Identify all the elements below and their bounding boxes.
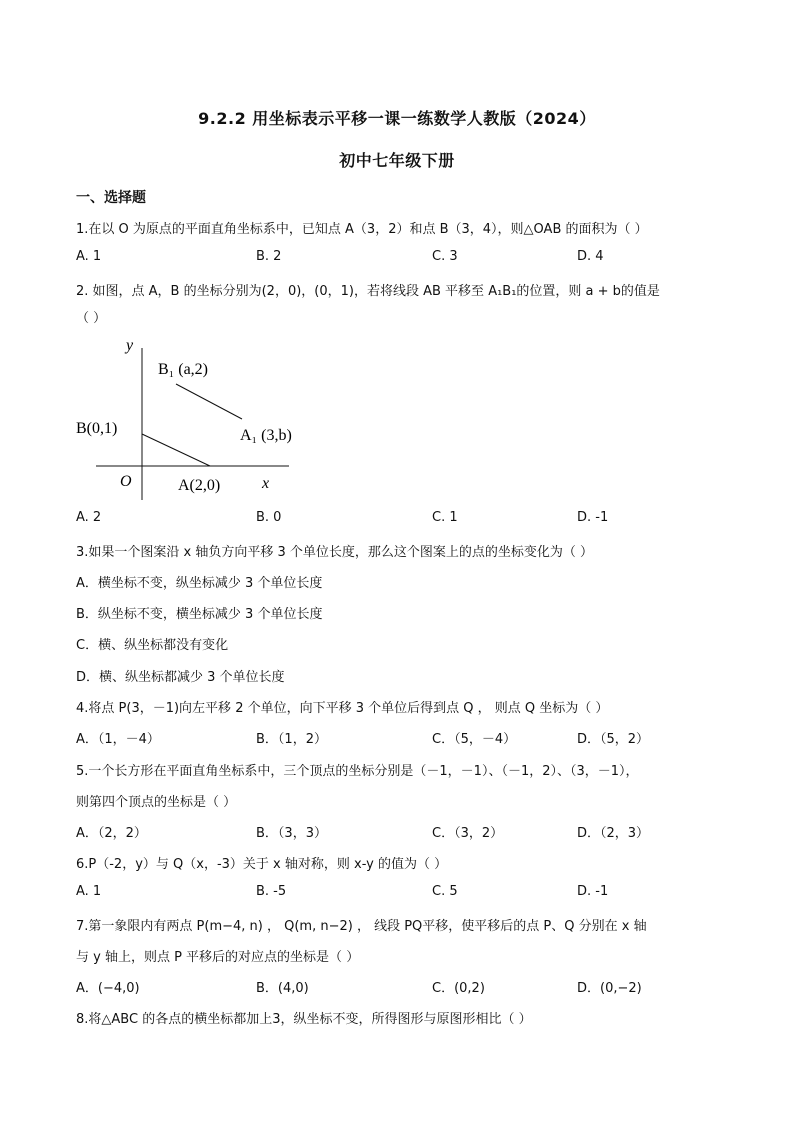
question-5-option-b: B．（3，3） [256, 826, 327, 841]
question-2-option-a: A. 2 [76, 510, 102, 525]
question-7-stem: 7.第一象限内有两点 P(m−4, n) ， Q(m, n−2) ， 线段 PQ平移，使平移后的点 P、Q 分别在 x 轴 [76, 919, 647, 934]
question-5-stem: 5.一个长方形在平面直角坐标系中，三个顶点的坐标分别是（－1，－1）、（－1，2）、（3，－1）， [76, 764, 639, 779]
question-6-option-c: C. 5 [432, 884, 458, 899]
question-2-stem: 2. 如图，点 A，B 的坐标分别为(2，0)，(0，1)，若将线段 AB 平移至 A₁B₁的位置，则 a + b的值是 [76, 284, 660, 299]
question-4-option-b: B．（1，2） [256, 732, 327, 747]
segment-a1b1 [176, 384, 242, 419]
question-5-option-a: A．（2，2） [76, 826, 147, 841]
question-1-option-d: D. 4 [577, 249, 604, 264]
question-7-option-c: C．(0,2) [432, 981, 485, 996]
point-a1-label: A₁ (3,b) [240, 427, 292, 444]
point-b-label: B(0,1) [76, 420, 118, 437]
question-4-option-d: D．（5，2） [577, 732, 650, 747]
question-6-option-a: A. 1 [76, 884, 102, 899]
question-3-option-d: D．横、纵坐标都减少 3 个单位长度 [76, 670, 285, 685]
question-2-stem-cont: （ ） [76, 311, 107, 326]
question-3-stem: 3.如果一个图案沿 x 轴负方向平移 3 个单位长度，那么这个图案上的点的坐标变化为（ ） [76, 545, 594, 560]
question-7-option-d: D．(0,−2) [577, 981, 642, 996]
question-7-option-b: B．(4,0) [256, 981, 309, 996]
question-7-stem-cont: 与 y 轴上，则点 P 平移后的对应点的坐标是（ ） [76, 950, 360, 965]
question-3-option-b: B．纵坐标不变，横坐标减少 3 个单位长度 [76, 607, 323, 622]
question-6-option-b: B. -5 [256, 884, 287, 899]
question-5-stem-cont: 则第四个顶点的坐标是（ ） [76, 795, 237, 810]
coordinate-figure [74, 330, 314, 505]
coordinate-plane-svg [74, 330, 314, 505]
question-3-option-a: A．横坐标不变，纵坐标减少 3 个单位长度 [76, 576, 323, 591]
y-axis-label: y [126, 337, 134, 354]
question-1-option-b: B. 2 [256, 249, 282, 264]
question-4-stem: 4.将点 P(3，－1)向左平移 2 个单位，向下平移 3 个单位后得到点 Q ， 则点 Q 坐标为（ ） [76, 701, 609, 716]
question-2-option-c: C. 1 [432, 510, 458, 525]
document-subtitle: 初中七年级下册 [339, 151, 455, 170]
question-7-option-a: A．(−4,0) [76, 981, 140, 996]
question-8-stem: 8.将△ABC 的各点的横坐标都加上3，纵坐标不变，所得图形与原图形相比（ ） [76, 1012, 532, 1027]
origin-label: O [120, 473, 132, 490]
question-6-option-d: D. -1 [577, 884, 609, 899]
question-1-stem: 1.在以 O 为原点的平面直角坐标系中，已知点 A（3，2）和点 B（3，4），则△OAB 的面积为（ ） [76, 222, 648, 237]
question-4-option-a: A．（1，－4） [76, 732, 160, 747]
question-4-option-c: C．（5，－4） [432, 732, 517, 747]
segment-ab [142, 434, 210, 466]
section-heading: 一、选择题 [76, 190, 146, 206]
question-2-option-d: D. -1 [577, 510, 609, 525]
question-2-option-b: B. 0 [256, 510, 282, 525]
point-a-label: A(2,0) [178, 477, 221, 494]
question-3-option-c: C．横、纵坐标都没有变化 [76, 638, 229, 653]
question-1-option-c: C. 3 [432, 249, 458, 264]
question-1-option-a: A. 1 [76, 249, 102, 264]
document-title: 9.2.2 用坐标表示平移一课一练数学人教版（2024） [198, 109, 596, 128]
x-axis-label: x [262, 475, 270, 492]
question-5-option-c: C．（3，2） [432, 826, 504, 841]
question-5-option-d: D．（2，3） [577, 826, 650, 841]
question-6-stem: 6.P（-2，y）与 Q（x，-3）关于 x 轴对称，则 x-y 的值为（ ） [76, 857, 448, 872]
point-b1-label: B₁ (a,2) [158, 361, 209, 378]
